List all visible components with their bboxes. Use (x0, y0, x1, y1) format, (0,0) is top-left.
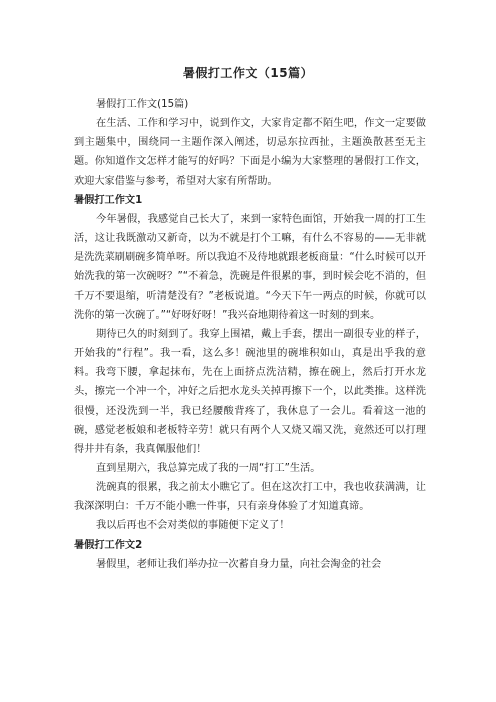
paragraph: 我以后再也不会对类似的事随便下定义了！ (96, 520, 290, 532)
paragraph: 洗碗真的很累，我之前太小瞧它了。但在这次打工中，我也收获满满，让我深深明白：千万不能小瞧一件事，只有亲身体验了才知道真谛。 (74, 482, 426, 513)
paragraph: 暑假里，老师让我们举办拉一次蓄自身力量，向社会淘金的社会 (96, 558, 382, 570)
paragraph: 直到星期六，我总算完成了我的一周“打工”生活。 (96, 462, 321, 474)
paragraph: 今年暑假，我感觉自己长大了，来到一家特色面馆，开始我一周的打工生活，这让我既激动又新奇，以为不就是打个工嘛，有什么不容易的——无非就是洗洗菜刷刷碗多简单呀。所以我迫不及待地就跟老板商量：“什么时候可以开始洗我的第一次碗呀？”“不着急，洗碗是件很累的事，到时候会吃不消的，但千万不要退缩，听清楚没有？”老板说道。“今天下午一两点的时候，你就可以洗你的第一次碗了。”“好呀好呀！”我兴奋地期待着这一时刻的到来。 (74, 213, 426, 321)
intro-paragraph: 在生活、工作和学习中，说到作文，大家肯定都不陌生吧，作文一定要做到主题集中，围绕同一主题作深入阐述，切忌东拉西扯，主题涣散甚至无主题。你知道作文怎样才能写的好吗？下面是小编为大家整理的暑假打工作文，欢迎大家借鉴与参考，希望对大家有所帮助。 (74, 118, 426, 187)
section-heading-1: 暑假打工作文1 (74, 194, 143, 206)
section-heading-2: 暑假打工作文2 (74, 539, 143, 551)
paragraph: 期待已久的时刻到了。我穿上围裙，戴上手套，摆出一副很专业的样子，开始我的“行程”。我一看，这么多！碗池里的碗堆积如山，真是出乎我的意料。我弯下腰，拿起抹布，先在上面挤点洗洁精，擦在碗上，然后打开水龙头，擦完一个冲一个，冲好之后把水龙头关掉再擦下一个，以此类推。这样洗很慢，还没洗到一半，我已经腰酸背疼了，我休息了一会儿。看着这一池的碗，感觉老板娘和老板特辛劳！就只有两个人又烧又端又洗，竟然还可以打理得井井有条，我真佩服他们！ (74, 328, 426, 455)
subtitle-line: 暑假打工作文(15篇) (96, 99, 189, 110)
document-title: 暑假打工作文（15篇） (182, 66, 314, 80)
document-body (74, 95, 426, 574)
